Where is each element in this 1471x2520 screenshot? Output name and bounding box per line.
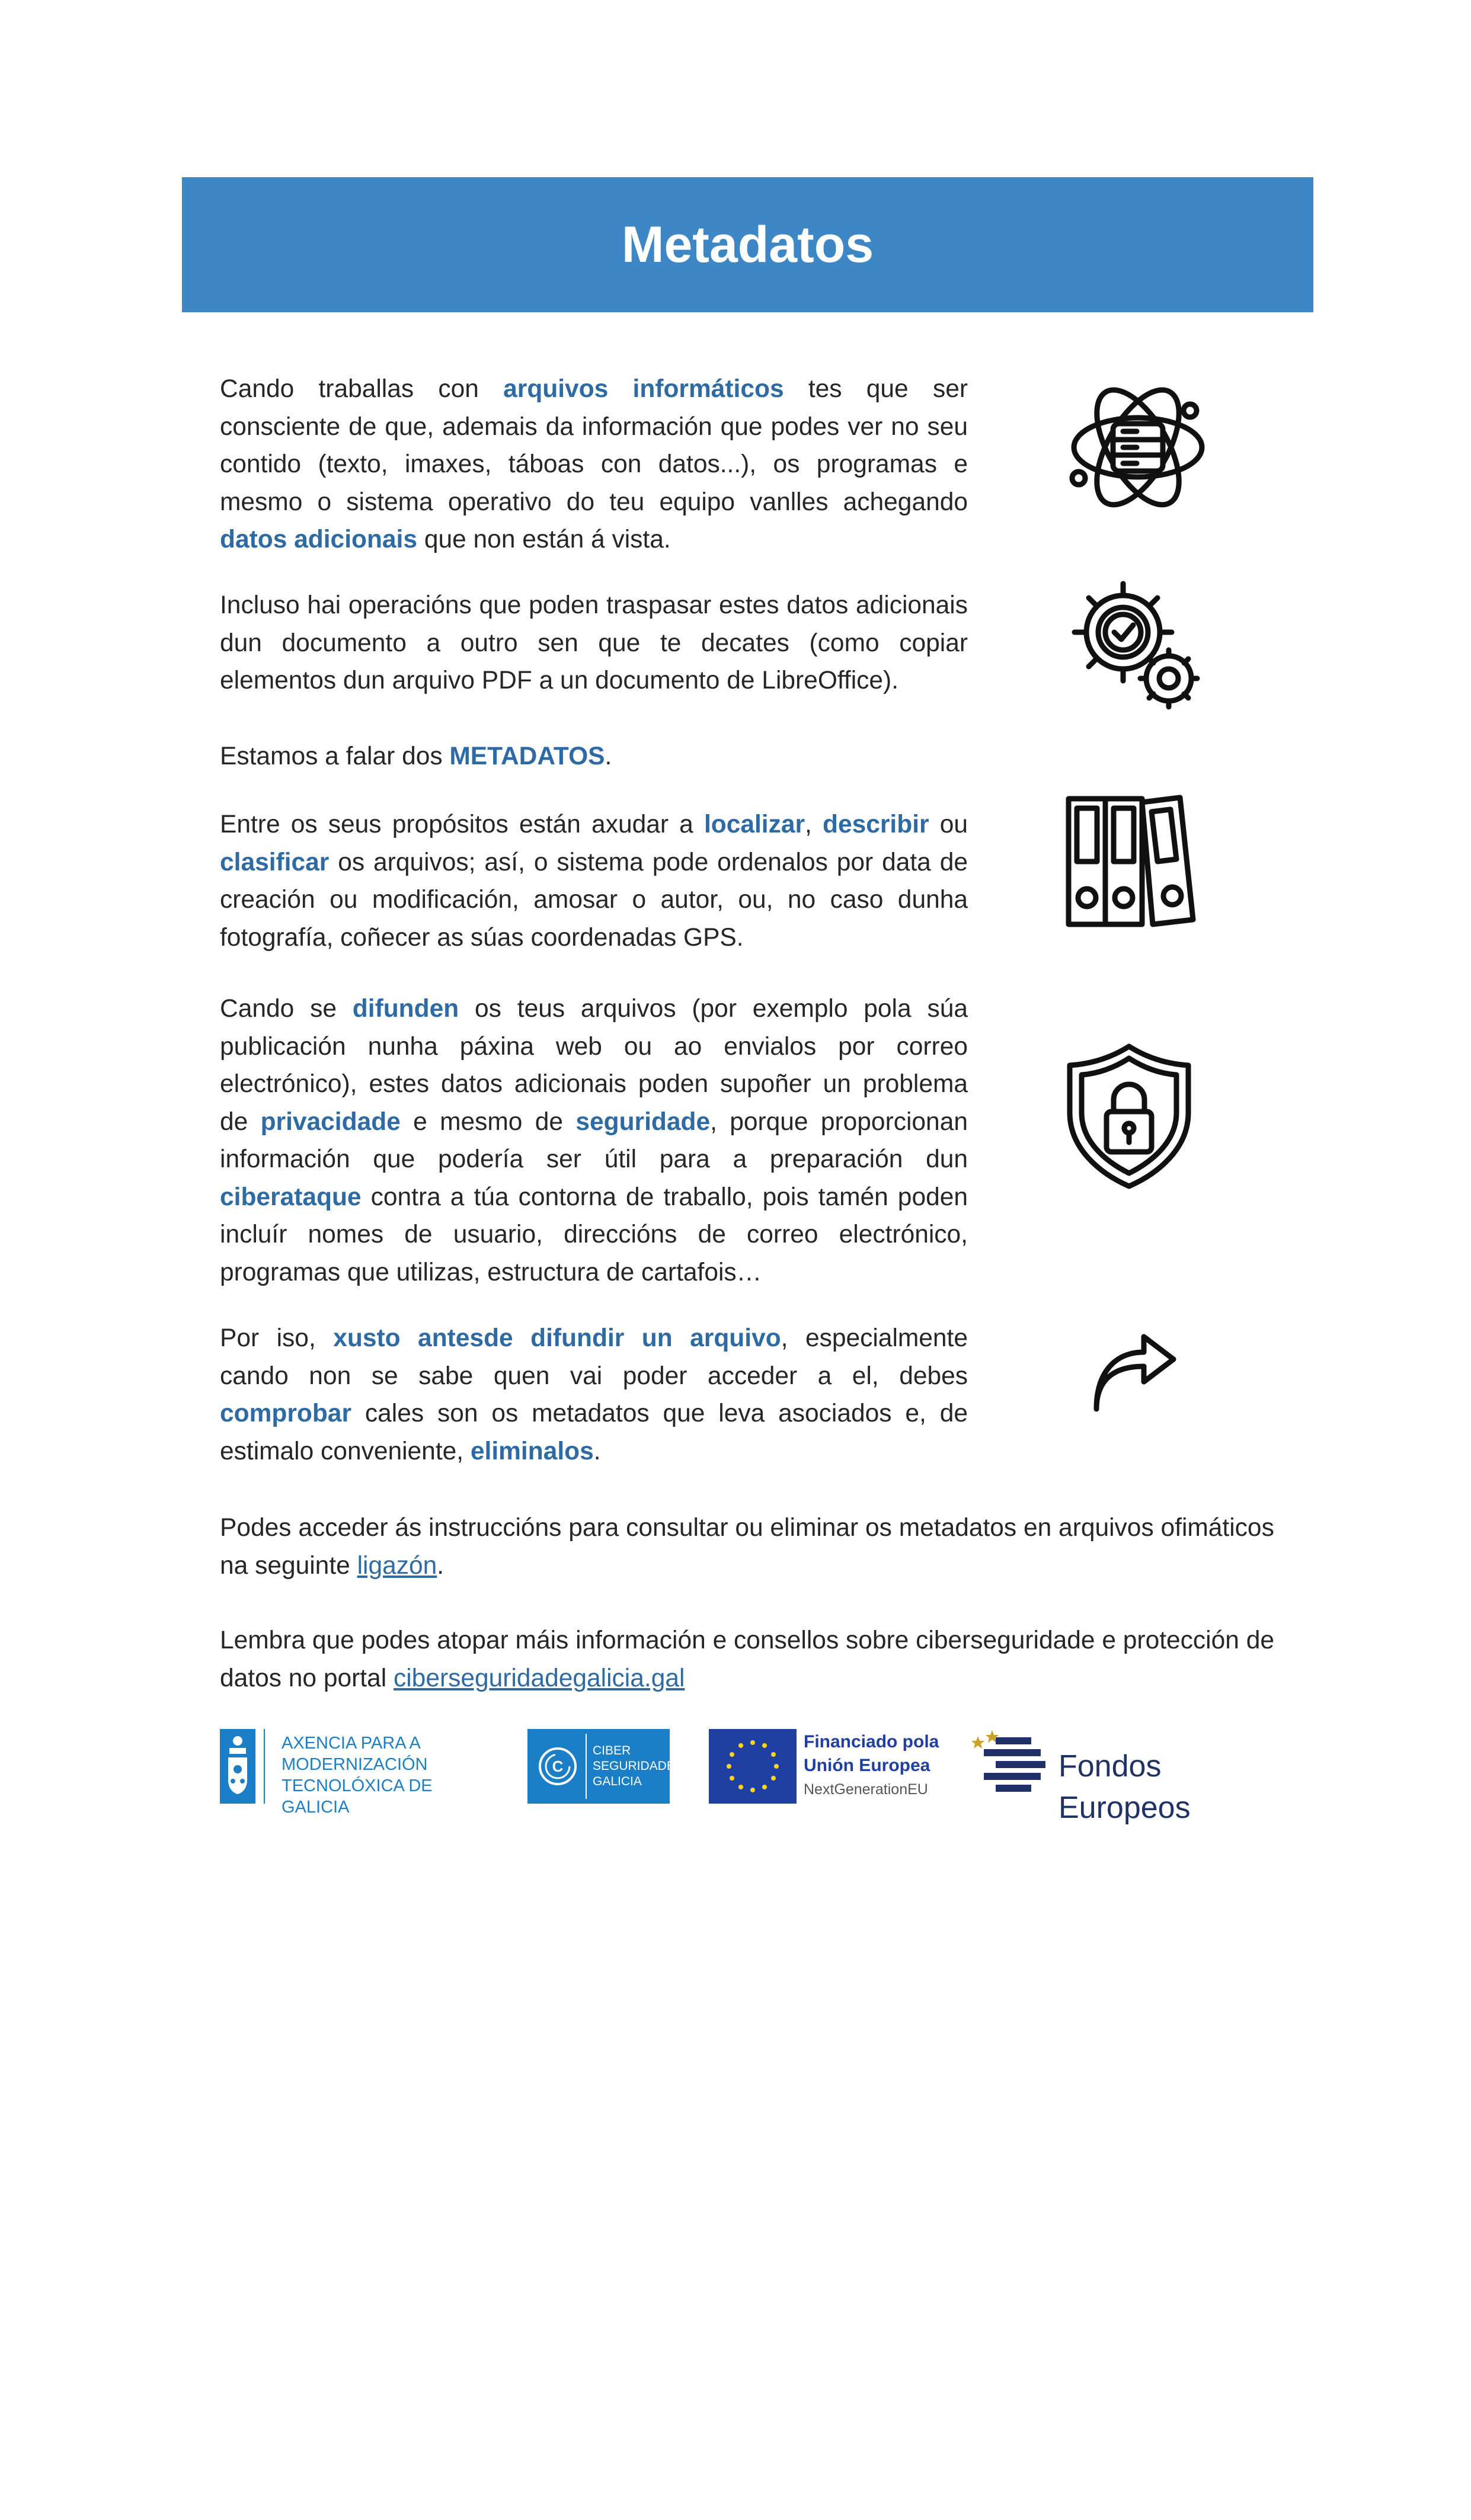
paragraph-portal: Lembra que podes atopar máis información e consellos sobre ciberseguridade e protección de datos no portal ciberseguridadegalicia.gal (220, 1626, 1274, 1692)
paragraph-instructions: Podes acceder ás instruccións para consultar ou eliminar os metadatos en arquivos ofimáticos na seguinte ligazón. (220, 1514, 1274, 1580)
amtega-line-1: AXENCIA PARA A (282, 1734, 421, 1753)
fondos-europeos-logo (970, 1729, 1278, 1825)
instructions-link[interactable]: ligazón (357, 1551, 437, 1580)
amtega-line-3: TECNOLÓXICA DE GALICIA (282, 1776, 433, 1817)
galicia-shield-icon (220, 1729, 255, 1804)
amtega-line-2: MODERNIZACIÓN (282, 1755, 428, 1774)
paragraph-recommendation: Por iso, xusto antesde difundir un arquivo, especialmente cando non se sabe quen vai poder acceder a el, debes comprobar cales son os metadatos que leva asociados e, de estimalo conveniente, eliminalos. (220, 1324, 968, 1465)
svg-text:C: C (552, 1757, 564, 1775)
atom-server-icon (1067, 376, 1209, 518)
ciber-line-2: SEGURIDADE (593, 1759, 675, 1773)
binders-icon (1064, 794, 1200, 930)
gear-check-icon (1067, 578, 1209, 720)
ciber-galicia-logo (527, 1729, 675, 1804)
paragraph-purposes: Entre os seus propósitos están axudar a localizar, describir ou clasificar os arquivos; así, o sistema pode ordenalos por data de creación ou modificación, amosar o autor, ou, no caso dunha fotografía, coñecer as súas coordenadas GPS. (220, 811, 968, 952)
paragraph-risks: Cando se difunden os teus arquivos (por exemplo pola súa publicación nunha páxina web ou ao envialos por correo electrónico), estes datos adicionais poden supoñer un problema de privacidade e mesmo de seguridade, porque proporcionan información que podería ser útil para a preparación dun ciberataque contra a túa contorna de traballo, pois tamén poden incluír nomes de usuario, direccións de correo electrónico, programas que utilizas, estructura de cartafois… (220, 995, 968, 1286)
paragraph-metadata-heading: Estamos a falar dos METADATOS. (220, 742, 612, 770)
amtega-logo (220, 1729, 487, 1817)
eu-line-3: NextGenerationEU (804, 1781, 928, 1798)
title-banner (182, 177, 1313, 312)
paragraph-intro: Cando traballas con arquivos informáticos tes que ser consciente de que, ademais da información que podes ver no seu contido (texto, imaxes, táboas con datos...), os programas e mesmo o sistema operativo do teu equipo vanlles achegando datos adicionais que non están á vista. (220, 375, 968, 553)
shield-lock-icon (1064, 1042, 1194, 1190)
paragraph-operations: Incluso hai operacións que poden traspasar estes datos adicionais dun documento a outro sen que te decates (como copiar elementos dun arquivo PDF a un documento de LibreOffice). (220, 591, 968, 694)
portal-link[interactable]: ciberseguridadegalicia.gal (393, 1664, 685, 1692)
eu-line-1: Financiado pola (804, 1732, 939, 1751)
share-arrow-icon (1091, 1332, 1179, 1415)
ciber-c-icon (537, 1746, 578, 1787)
eu-line-2: Unión Europea (804, 1756, 930, 1775)
eu-nextgen-logo (709, 1729, 946, 1804)
ciber-line-1: CIBER (593, 1744, 631, 1757)
fondos-europeos-flag-icon (970, 1729, 1053, 1804)
page-title: Metadatos (621, 216, 874, 273)
fondos-europeos-label: Fondos Europeos (1059, 1749, 1191, 1825)
ciber-line-3: GALICIA (593, 1775, 642, 1788)
eu-flag-icon (709, 1729, 797, 1804)
